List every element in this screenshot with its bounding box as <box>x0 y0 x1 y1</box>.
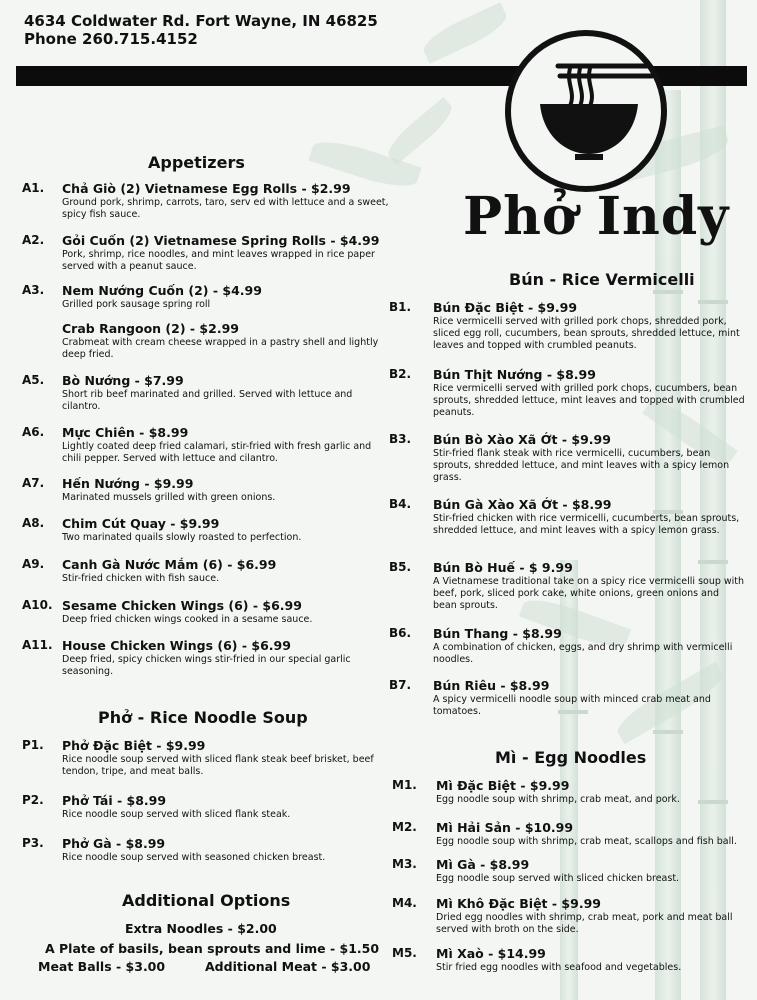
item-code: B2. <box>389 367 412 381</box>
menu-item <box>389 560 745 612</box>
item-description: Rice noodle soup served with seasoned chicken breast. <box>62 852 326 863</box>
menu-item <box>392 857 748 885</box>
item-description: Short rib beef marinated and grilled. Served with lettuce and cilantro. <box>62 389 353 412</box>
menu-item <box>392 946 748 974</box>
additional-meat: Additional Meat - $3.00 <box>205 959 371 974</box>
item-code: A6. <box>22 425 45 439</box>
item-code: M2. <box>392 820 417 834</box>
menu-item <box>22 793 392 821</box>
item-name: Mì Gà - $8.99 <box>436 857 530 872</box>
item-code: M5. <box>392 946 417 960</box>
pho-bowl-icon <box>520 44 655 174</box>
menu-item <box>22 598 392 626</box>
item-code: P2. <box>22 793 44 807</box>
item-code: M1. <box>392 778 417 792</box>
item-code: A10. <box>22 598 53 612</box>
menu-item <box>22 638 392 678</box>
item-code: A5. <box>22 373 45 387</box>
menu-item <box>22 425 392 465</box>
item-description: Rice noodle soup served with sliced flank steak. <box>62 809 291 820</box>
item-description: Stir-fried flank steak with rice vermicelli, cucumbers, bean sprouts, shredded lettuce, and mint leaves with a spicy lemon grass. <box>433 448 730 483</box>
item-code: M4. <box>392 896 417 910</box>
item-code: P1. <box>22 738 44 752</box>
item-code: A3. <box>22 283 45 297</box>
item-name: Bún Thang - $8.99 <box>433 626 562 641</box>
item-code: A11. <box>22 638 53 652</box>
item-name: Bún Bò Xào Xã Ớt - $9.99 <box>433 432 611 447</box>
item-name: Crab Rangoon (2) - $2.99 <box>62 321 239 336</box>
item-description: Lightly coated deep fried calamari, stir-fried with fresh garlic and chili pepper. Served with lettuce and cilantro. <box>62 441 372 464</box>
item-description: Stir-fried chicken with fish sauce. <box>62 573 220 584</box>
menu-item <box>22 516 392 544</box>
menu-item <box>392 820 748 848</box>
item-code: A2. <box>22 233 45 247</box>
item-description: Egg noodle soup with shrimp, crab meat, and pork. <box>436 794 680 805</box>
item-name: Phở Tái - $8.99 <box>62 793 167 808</box>
item-code: B5. <box>389 560 412 574</box>
item-name: House Chicken Wings (6) - $6.99 <box>62 638 291 653</box>
item-description: Marinated mussels grilled with green onions. <box>62 492 276 503</box>
item-name: Mì Xaò - $14.99 <box>436 946 546 961</box>
item-description: Pork, shrimp, rice noodles, and mint leaves wrapped in rice paper served with a peanut sauce. <box>62 249 375 272</box>
menu-item <box>22 476 392 504</box>
section-title-pho: Phở - Rice Noodle Soup <box>98 708 308 727</box>
menu-item <box>22 233 392 273</box>
menu-item <box>22 321 392 361</box>
item-description: Crabmeat with cream cheese wrapped in a pastry shell and lightly deep fried. <box>62 337 379 360</box>
menu-item <box>22 373 392 413</box>
address-block <box>24 12 378 48</box>
item-name: Mực Chiên - $8.99 <box>62 425 189 440</box>
menu-item <box>22 738 392 778</box>
section-title-appetizers: Appetizers <box>148 153 245 172</box>
item-code: A9. <box>22 557 45 571</box>
item-name: Bún Đặc Biệt - $9.99 <box>433 300 578 315</box>
item-description: Egg noodle soup served with sliced chicken breast. <box>436 873 680 884</box>
menu-item <box>389 367 745 419</box>
item-code: B3. <box>389 432 412 446</box>
item-description: Stir-fried chicken with rice vermicelli, cucumberts, bean sprouts, shredded lettuce, and mint leaves with a spicy lemon grass. <box>433 513 740 536</box>
menu-item <box>389 432 745 484</box>
item-name: Phở Đặc Biệt - $9.99 <box>62 738 206 753</box>
item-code: M3. <box>392 857 417 871</box>
item-code: B6. <box>389 626 412 640</box>
item-description: A combination of chicken, eggs, and dry shrimp with vermicelli noodles. <box>433 642 733 665</box>
item-code: A7. <box>22 476 45 490</box>
menu-item <box>392 896 748 936</box>
menu-item <box>389 626 745 666</box>
item-name: Mì Khô Đặc Biệt - $9.99 <box>436 896 601 911</box>
item-code: B4. <box>389 497 412 511</box>
item-description: Dried egg noodles with shrimp, crab meat, pork and meat ball served with broth on the side. <box>436 912 733 935</box>
item-code: P3. <box>22 836 44 850</box>
item-code: A8. <box>22 516 45 530</box>
menu-item <box>22 836 392 864</box>
item-name: Bún Riêu - $8.99 <box>433 678 550 693</box>
item-name: Canh Gà Nước Mắm (6) - $6.99 <box>62 557 277 572</box>
menu-item <box>22 181 392 221</box>
menu-item <box>22 283 392 311</box>
section-title-mi: Mì - Egg Noodles <box>495 748 647 767</box>
menu-item <box>389 678 745 718</box>
item-name: Mì Đặc Biệt - $9.99 <box>436 778 570 793</box>
item-name: Mì Hải Sản - $10.99 <box>436 820 574 835</box>
item-name: Phở Gà - $8.99 <box>62 836 166 851</box>
item-name: Nem Nướng Cuốn (2) - $4.99 <box>62 283 262 298</box>
item-code: B7. <box>389 678 412 692</box>
item-description: Rice vermicelli served with grilled pork chops, cucumbers, bean sprouts, shredded lettuce, mint leaves and topped with crumbled peanuts. <box>433 383 745 418</box>
item-name: Hến Nướng - $9.99 <box>62 476 194 491</box>
menu-item <box>389 497 745 537</box>
basils-plate: A Plate of basils, bean sprouts and lime - $1.50 <box>45 941 380 956</box>
item-name: Bún Gà Xào Xã Ớt - $8.99 <box>433 497 612 512</box>
item-description: Grilled pork sausage spring roll <box>62 299 211 310</box>
section-title-additional: Additional Options <box>122 891 291 910</box>
item-code: B1. <box>389 300 412 314</box>
menu-item <box>22 557 392 585</box>
item-description: Ground pork, shrimp, carrots, taro, serv ed with lettuce and a sweet, spicy fish sauce. <box>62 197 389 220</box>
item-description: Rice vermicelli served with grilled pork chops, shredded pork, sliced egg roll, cucumbers, bean sprouts, shredded lettuce, mint leaves and topped with crumbled peanuts. <box>433 316 740 351</box>
menu-item <box>392 778 748 806</box>
item-description: Deep fried, spicy chicken wings stir-fried in our special garlic seasoning. <box>62 654 351 677</box>
meat-balls: Meat Balls - $3.00 <box>38 959 166 974</box>
item-name: Chim Cút Quay - $9.99 <box>62 516 220 531</box>
item-name: Chả Giò (2) Vietnamese Egg Rolls - $2.99 <box>62 181 351 196</box>
item-description: Deep fried chicken wings cooked in a sesame sauce. <box>62 614 313 625</box>
brand-name: Phở Indy <box>463 186 730 247</box>
item-description: Two marinated quails slowly roasted to perfection. <box>62 532 302 543</box>
address: 4634 Coldwater Rd. Fort Wayne, IN 46825 <box>24 12 378 30</box>
item-description: Egg noodle soup with shrimp, crab meat, scallops and fish ball. <box>436 836 737 847</box>
item-name: Sesame Chicken Wings (6) - $6.99 <box>62 598 302 613</box>
item-description: Stir fried egg noodles with seafood and vegetables. <box>436 962 682 973</box>
item-description: A spicy vermicelli noodle soup with minced crab meat and tomatoes. <box>433 694 711 717</box>
item-name: Bò Nướng - $7.99 <box>62 373 184 388</box>
item-name: Gỏi Cuốn (2) Vietnamese Spring Rolls - $4.99 <box>62 233 380 248</box>
item-description: A Vietnamese traditional take on a spicy rice vermicelli soup with beef, pork, sliced pork cake, white onions, green onions and bean sprouts. <box>433 576 745 611</box>
item-code: A1. <box>22 181 45 195</box>
section-title-bun: Bún - Rice Vermicelli <box>509 270 695 289</box>
item-name: Bún Thịt Nướng - $8.99 <box>433 367 596 382</box>
menu-item <box>389 300 745 352</box>
item-name: Bún Bò Huế - $ 9.99 <box>433 560 573 575</box>
item-description: Rice noodle soup served with sliced flank steak beef brisket, beef tendon, tripe, and meat balls. <box>62 754 374 777</box>
phone: Phone 260.715.4152 <box>24 30 198 48</box>
extra-noodles: Extra Noodles - $2.00 <box>125 921 277 936</box>
